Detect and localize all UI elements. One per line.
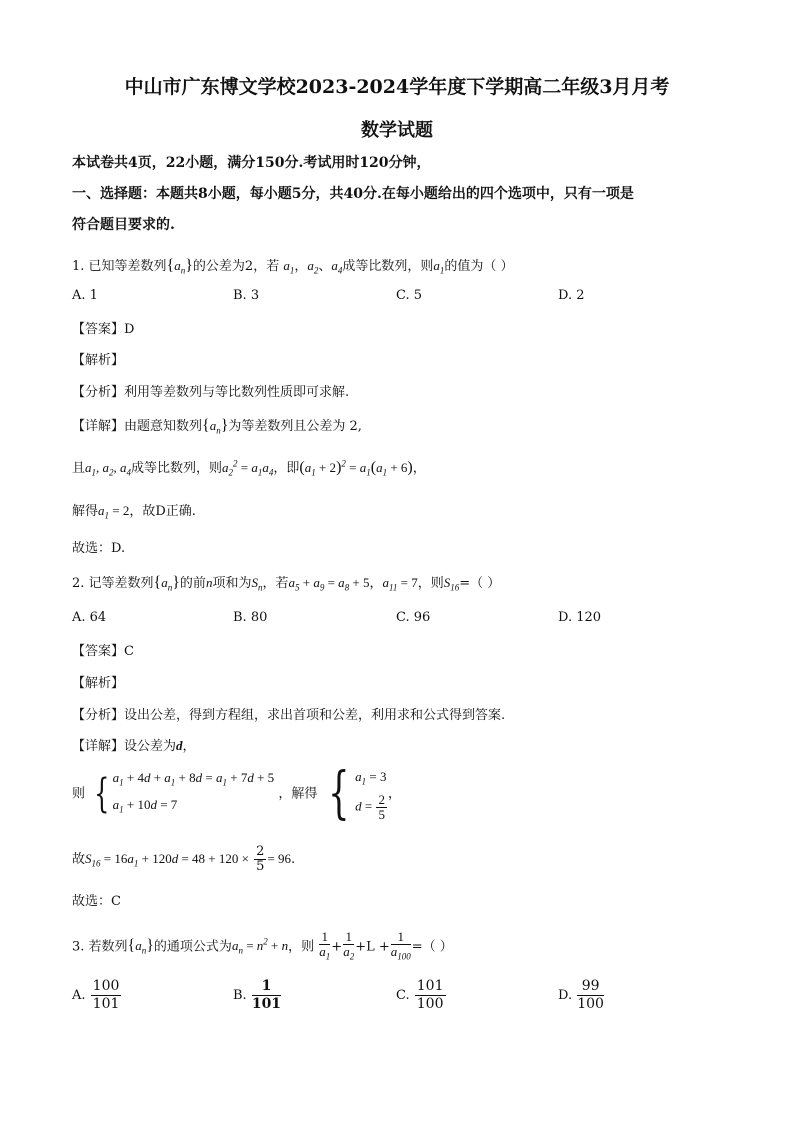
solution-line: 且$a_1$, $a_2$, $a_4$成等比数列，则$a_2^2 = a_1a_4$，即$(a_1 + 2)^2 = a_1(a_1 + 6)$， xyxy=(72,458,426,478)
option-c: C. 5 xyxy=(396,288,423,303)
option-b: B. 80 xyxy=(233,610,268,625)
solution-line: 故$S_{16} = 16a_1 + 120d = 48 + 120$ × $\frac{2}{5}$ = 96. xyxy=(72,844,296,874)
fenxi-line: 【分析】设出公差，得到方程组，求出首项和公差，利用求和公式得到答案. xyxy=(72,708,506,723)
option-d: D. 2 xyxy=(558,288,585,303)
question-1-stem: 1. 已知等差数列$\{a_n\}$的公差为2，若 $a_1$，$a_2$、$a_4$成等比数列，则$a_1$的值为（ ） xyxy=(72,257,514,276)
solution-line: 解得$a_1 = 2$，故D正确. xyxy=(72,503,196,521)
option-b: B. 3 xyxy=(233,288,260,303)
answer-line: 【答案】C xyxy=(72,644,134,659)
option-a: A. 1 xyxy=(72,288,98,303)
equation-system: 则 { $a_1 + 4d + a_1 + 8d = a_1 + 7d + 5$ $a_1 + 10d = 7$ ，解得 { $a_1 = 3$ d = $\frac{2}{5}$ ， xyxy=(72,761,401,826)
page-subtitle: 数学试题 xyxy=(361,120,433,141)
section-heading: 一、选择题：本题共8小题，每小题5分，共40分.在每小题给出的四个选项中，只有一项是 xyxy=(72,186,634,202)
choice-conclusion: 故选：D. xyxy=(72,541,126,556)
option-c: C. 96 xyxy=(396,610,431,625)
option-c: C. $\frac{101}{100}$ xyxy=(396,978,444,1012)
choice-conclusion: 故选：C xyxy=(72,894,121,909)
jiexi-label: 【解析】 xyxy=(72,676,125,691)
answer-line: 【答案】D xyxy=(72,322,135,337)
option-a: A. $\frac{100}{101}$ xyxy=(72,978,120,1012)
exam-info: 本试卷共4页，22小题，满分150分.考试用时120分钟， xyxy=(72,155,431,171)
option-b: B. $\frac{1}{101}$ xyxy=(233,978,282,1012)
option-d: D. 120 xyxy=(558,610,602,625)
option-d: D. $\frac{99}{100}$ xyxy=(558,978,604,1012)
section-heading-cont: 符合题目要求的. xyxy=(72,217,175,233)
question-2-stem: 2. 记等差数列$\{a_n\}$的前n项和为$S_n$，若$a_5 + a_9 = a_8 + 5$，$a_{11} = 7$，则$S_{16}=$（ ） xyxy=(72,574,501,593)
page-title: 中山市广东博文学校2023-2024学年度下学期高二年级3月月考 xyxy=(124,76,670,98)
question-3-stem: 3. 若数列$\{a_n\}$的通项公式为$a_n = n^2 + n$，则 $\frac{1}{a_1}$ + $\frac{1}{a_2}$ +L + $\frac{1}{a_{100}}$ =（ ） xyxy=(72,929,453,962)
xiangjie-line: 【详解】由题意知数列$\{a_n\}$为等差数列且公差为 2, xyxy=(72,417,362,436)
option-a: A. 64 xyxy=(72,610,107,625)
fenxi-line: 【分析】利用等差数列与等比数列性质即可求解. xyxy=(72,385,350,400)
xiangjie-line: 【详解】设公差为d， xyxy=(72,738,196,754)
jiexi-label: 【解析】 xyxy=(72,353,125,368)
